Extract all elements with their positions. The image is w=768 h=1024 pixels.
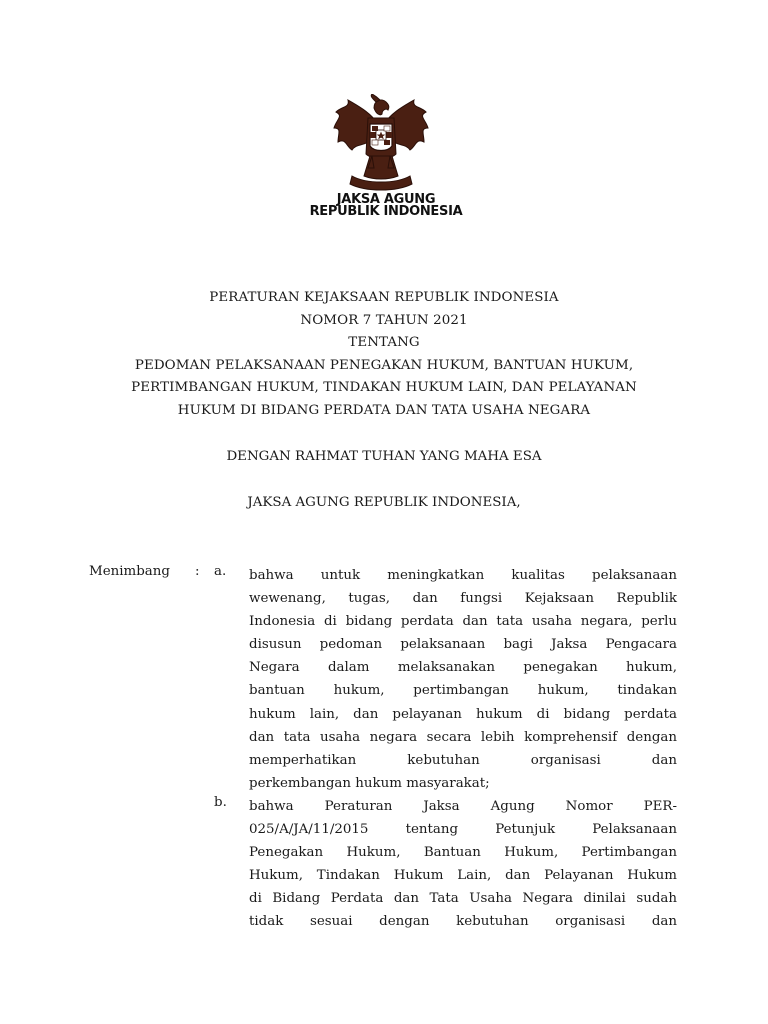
item-letter-b: b. bbox=[214, 795, 227, 810]
paragraph-line: bantuan hukum, pertimbangan hukum, tindakan bbox=[249, 683, 677, 699]
paragraph-line: dan tata usaha negara secara lebih komprehensif dengan bbox=[249, 729, 677, 745]
paragraph-line: di Bidang Perdata dan Tata Usaha Negara dinilai sudah bbox=[249, 891, 677, 907]
paragraph-line: memperhatikan kebutuhan organisasi dan bbox=[249, 752, 677, 768]
garuda-emblem-icon bbox=[330, 94, 432, 194]
preamble-issuer: JAKSA AGUNG REPUBLIK INDONESIA, bbox=[247, 495, 521, 510]
paragraph-line: perkembangan hukum masyarakat; bbox=[249, 775, 490, 791]
menimbang-label: Menimbang bbox=[89, 564, 170, 579]
title-line-subject-2: PERTIMBANGAN HUKUM, TINDAKAN HUKUM LAIN, DAN PELAYANAN bbox=[131, 380, 637, 395]
paragraph-line: bahwa untuk meningkatkan kualitas pelaksanaan bbox=[249, 568, 677, 583]
paragraph-line: Hukum, Tindakan Hukum Lain, dan Pelayanan Hukum bbox=[249, 868, 677, 884]
menimbang-item-b bbox=[249, 795, 677, 934]
institution-name-line2: REPUBLIK INDONESIA bbox=[309, 204, 463, 219]
preamble-rahmat: DENGAN RAHMAT TUHAN YANG MAHA ESA bbox=[226, 449, 542, 464]
paragraph-line: tidak sesuai dengan kebutuhan organisasi dan bbox=[249, 914, 677, 930]
title-line-subject-3: HUKUM DI BIDANG PERDATA DAN TATA USAHA NEGARA bbox=[177, 402, 591, 418]
title-line-subject-1: PEDOMAN PELAKSANAAN PENEGAKAN HUKUM, BANTUAN HUKUM, bbox=[134, 357, 634, 373]
paragraph-line: Penegakan Hukum, Bantuan Hukum, Pertimbangan bbox=[249, 845, 677, 861]
title-line-regulation: PERATURAN KEJAKSAAN REPUBLIK INDONESIA bbox=[209, 290, 559, 305]
menimbang-colon: : bbox=[195, 564, 200, 579]
title-line-tentang: TENTANG bbox=[348, 335, 420, 350]
item-letter-a: a. bbox=[214, 564, 227, 579]
title-line-number: NOMOR 7 TAHUN 2021 bbox=[300, 312, 468, 328]
regulation-title bbox=[0, 287, 768, 422]
institution-name-line1: JAKSA AGUNG bbox=[336, 192, 436, 207]
paragraph-line: disusun pedoman pelaksanaan bagi Jaksa Pengacara bbox=[249, 637, 677, 653]
paragraph-line: hukum lain, dan pelayanan hukum di bidang perdata bbox=[249, 706, 677, 722]
paragraph-line: Indonesia di bidang perdata dan tata usaha negara, perlu bbox=[249, 614, 677, 630]
menimbang-item-a bbox=[249, 564, 677, 795]
paragraph-line: 025/A/JA/11/2015 tentang Petunjuk Pelaksanaan bbox=[249, 822, 677, 838]
paragraph-line: Negara dalam melaksanakan penegakan hukum, bbox=[249, 660, 677, 676]
paragraph-line: wewenang, tugas, dan fungsi Kejaksaan Republik bbox=[249, 591, 677, 607]
paragraph-line: bahwa Peraturan Jaksa Agung Nomor PER- bbox=[249, 799, 677, 814]
